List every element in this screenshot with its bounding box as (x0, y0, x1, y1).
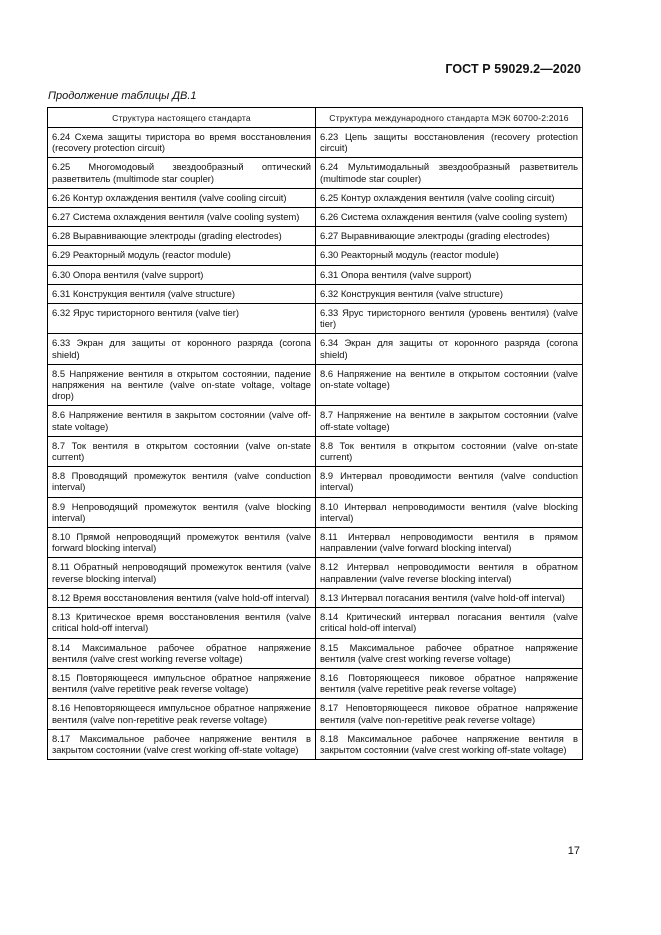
table-row (48, 265, 583, 284)
cell-national-term: 6.30 Опора вентиля (valve support) (48, 265, 316, 284)
cell-national-term: 6.33 Экран для защиты от коронного разряда (corona shield) (48, 334, 316, 364)
cell-international-term: 8.17 Неповторяющееся пиковое обратное напряжение вентиля (valve non-repetitive peak reverse voltage) (316, 699, 583, 729)
cell-international-term: 8.10 Интервал непроводимости вентиля (valve blocking interval) (316, 497, 583, 527)
table-caption: Продолжение таблицы ДВ.1 (48, 90, 197, 102)
cell-international-term: 6.24 Мультимодальный звездообразный разветвитель (multimode star coupler) (316, 158, 583, 188)
cell-national-term: 8.13 Критическое время восстановления вентиля (valve critical hold-off interval) (48, 608, 316, 638)
cell-international-term: 8.18 Максимальное рабочее напряжение вентиля в закрытом состоянии (valve crest working off-state voltage) (316, 729, 583, 759)
cell-international-term: 6.25 Контур охлаждения вентиля (valve cooling circuit) (316, 188, 583, 207)
cell-national-term: 8.5 Напряжение вентиля в открытом состоянии, падение напряжения на вентиле (valve on-state voltage, voltage drop) (48, 364, 316, 406)
cell-national-term: 8.6 Напряжение вентиля в закрытом состоянии (valve off-state voltage) (48, 406, 316, 436)
table-row (48, 588, 583, 607)
table-row (48, 246, 583, 265)
table-row (48, 227, 583, 246)
table-row (48, 334, 583, 364)
cell-international-term: 6.31 Опора вентиля (valve support) (316, 265, 583, 284)
cell-international-term: 8.13 Интервал погасания вентиля (valve hold-off interval) (316, 588, 583, 607)
table-header-row (48, 108, 583, 128)
cell-international-term: 8.7 Напряжение на вентиле в закрытом состоянии (valve off-state voltage) (316, 406, 583, 436)
cell-international-term: 8.12 Интервал непроводимости вентиля в обратном направлении (valve reverse blocking interval) (316, 558, 583, 588)
table-row (48, 436, 583, 466)
cell-national-term: 8.16 Неповторяющееся импульсное обратное напряжение вентиля (valve non-repetitive peak reverse voltage) (48, 699, 316, 729)
table-row (48, 304, 583, 334)
cell-international-term: 6.23 Цепь защиты восстановления (recovery protection circuit) (316, 128, 583, 158)
comparison-table (47, 107, 583, 760)
cell-national-term: 8.8 Проводящий промежуток вентиля (valve conduction interval) (48, 467, 316, 497)
cell-national-term: 6.27 Система охлаждения вентиля (valve cooling system) (48, 208, 316, 227)
column-header-international: Структура международного стандарта МЭК 60700-2:2016 (316, 108, 583, 128)
cell-national-term: 8.9 Непроводящий промежуток вентиля (valve blocking interval) (48, 497, 316, 527)
cell-international-term: 6.30 Реакторный модуль (reactor module) (316, 246, 583, 265)
cell-national-term: 6.32 Ярус тиристорного вентиля (valve tier) (48, 304, 316, 334)
cell-national-term: 6.31 Конструкция вентиля (valve structure) (48, 284, 316, 303)
table-row (48, 638, 583, 668)
table-row (48, 497, 583, 527)
cell-national-term: 6.28 Выравнивающие электроды (grading electrodes) (48, 227, 316, 246)
page-number: 17 (567, 845, 580, 857)
document-code: ГОСТ Р 59029.2—2020 (445, 62, 581, 76)
table-row (48, 364, 583, 406)
table-row (48, 668, 583, 698)
table-row (48, 284, 583, 303)
cell-national-term: 6.25 Многомодовый звездообразный оптический разветвитель (multimode star coupler) (48, 158, 316, 188)
table-row (48, 406, 583, 436)
column-header-national: Структура настоящего стандарта (48, 108, 316, 128)
cell-international-term: 8.8 Ток вентиля в открытом состоянии (valve on-state current) (316, 436, 583, 466)
cell-national-term: 6.24 Схема защиты тиристора во время восстановления (recovery protection circuit) (48, 128, 316, 158)
table-row (48, 208, 583, 227)
table-row (48, 467, 583, 497)
cell-national-term: 8.11 Обратный непроводящий промежуток вентиля (valve reverse blocking interval) (48, 558, 316, 588)
cell-national-term: 8.15 Повторяющееся импульсное обратное напряжение вентиля (valve repetitive peak reverse voltage) (48, 668, 316, 698)
cell-international-term: 6.33 Ярус тиристорного вентиля (уровень вентиля) (valve tier) (316, 304, 583, 334)
cell-national-term: 8.14 Максимальное рабочее обратное напряжение вентиля (valve crest working reverse voltage) (48, 638, 316, 668)
cell-international-term: 8.15 Максимальное рабочее обратное напряжение вентиля (valve crest working reverse voltage) (316, 638, 583, 668)
table-body (48, 128, 583, 760)
table-row (48, 188, 583, 207)
cell-national-term: 8.10 Прямой непроводящий промежуток вентиля (valve forward blocking interval) (48, 528, 316, 558)
cell-national-term: 8.7 Ток вентиля в открытом состоянии (valve on-state current) (48, 436, 316, 466)
cell-international-term: 6.32 Конструкция вентиля (valve structure) (316, 284, 583, 303)
cell-international-term: 6.26 Система охлаждения вентиля (valve cooling system) (316, 208, 583, 227)
table-row (48, 699, 583, 729)
cell-national-term: 8.12 Время восстановления вентиля (valve hold-off interval) (48, 588, 316, 607)
cell-international-term: 8.11 Интервал непроводимости вентиля в прямом направлении (valve forward blocking interval) (316, 528, 583, 558)
table-row (48, 558, 583, 588)
cell-international-term: 6.34 Экран для защиты от коронного разряда (corona shield) (316, 334, 583, 364)
cell-international-term: 6.27 Выравнивающие электроды (grading electrodes) (316, 227, 583, 246)
table-row (48, 528, 583, 558)
cell-international-term: 8.16 Повторяющееся пиковое обратное напряжение вентиля (valve repetitive peak reverse voltage) (316, 668, 583, 698)
table-row (48, 128, 583, 158)
table-row (48, 608, 583, 638)
table-row (48, 158, 583, 188)
cell-national-term: 6.29 Реакторный модуль (reactor module) (48, 246, 316, 265)
table-row (48, 729, 583, 759)
cell-international-term: 8.6 Напряжение на вентиле в открытом состоянии (valve on-state voltage) (316, 364, 583, 406)
cell-international-term: 8.14 Критический интервал погасания вентиля (valve critical hold-off interval) (316, 608, 583, 638)
cell-international-term: 8.9 Интервал проводимости вентиля (valve conduction interval) (316, 467, 583, 497)
cell-national-term: 8.17 Максимальное рабочее напряжение вентиля в закрытом состоянии (valve crest working off-state voltage) (48, 729, 316, 759)
cell-national-term: 6.26 Контур охлаждения вентиля (valve cooling circuit) (48, 188, 316, 207)
